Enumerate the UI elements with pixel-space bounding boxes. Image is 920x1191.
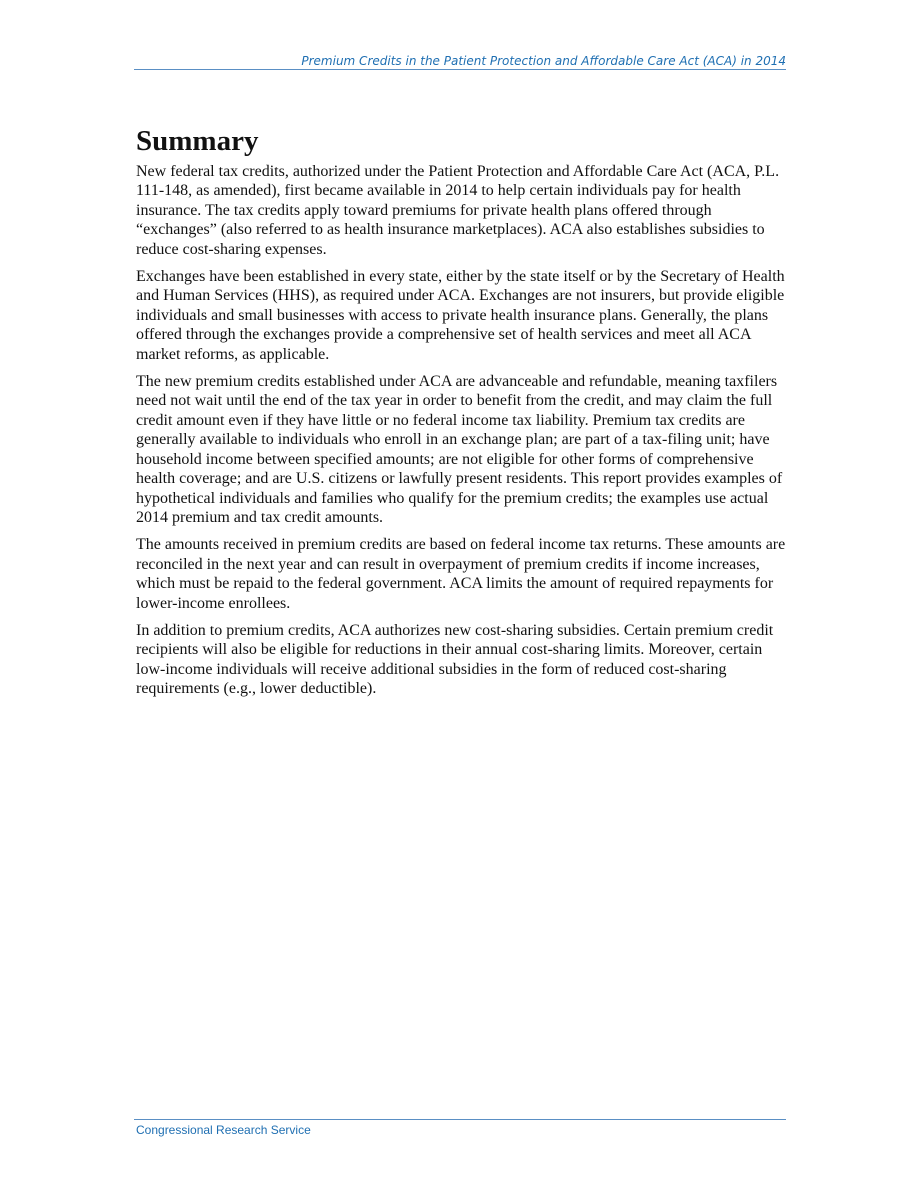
running-header: Premium Credits in the Patient Protection and Affordable Care Act (ACA) in 2014 (301, 54, 786, 68)
page-title: Summary (136, 125, 259, 157)
footer-divider (134, 1119, 786, 1120)
summary-paragraph-5: In addition to premium credits, ACA authorizes new cost-sharing subsidies. Certain premium credit recipients will also be eligible for reductions in their annual cost-sharing limits. Moreover, certain low-income individuals will receive additional subsidies in the form of reduced cost-sharing requirements (e.g., lower deductible). (136, 621, 774, 698)
summary-paragraph-3: The new premium credits established under ACA are advanceable and refundable, meaning taxfilers need not wait until the end of the tax year in order to benefit from the credit, and may claim the full credit amount even if they have little or no federal income tax liability. Premium tax credits are generally available to individuals who enroll in an exchange plan; are part of a tax-filing unit; have household income between specified amounts; are not eligible for other forms of comprehensive health coverage; and are U.S. citizens or lawfully present residents. This report provides examples of hypothetical individuals and families who qualify for the premium credits; the examples use actual 2014 premium and tax credit amounts. (136, 373, 783, 526)
header-divider (134, 69, 786, 70)
summary-paragraph-2: Exchanges have been established in every state, either by the state itself or by the Secretary of Health and Human Services (HHS), as required under ACA. Exchanges are not insurers, but provide eligible individuals and small businesses with access to private health insurance plans. Generally, the plans offered through the exchanges provide a comprehensive set of health services and meet all ACA market reforms, as applicable. (136, 268, 785, 363)
footer-publisher: Congressional Research Service (136, 1123, 311, 1137)
summary-paragraph-1: New federal tax credits, authorized under the Patient Protection and Affordable Care Act (ACA, P.L. 111-148, as amended), first became available in 2014 to help certain individuals pay for health insurance. The tax credits apply toward premiums for private health plans offered through “exchanges” (also referred to as health insurance marketplaces). ACA also establishes subsidies to reduce cost-sharing expenses. (136, 163, 780, 258)
summary-paragraph-4: The amounts received in premium credits are based on federal income tax returns. These amounts are reconciled in the next year and can result in overpayment of premium credits if income increases, which must be repaid to the federal government. ACA limits the amount of required repayments for lower-income enrollees. (136, 536, 786, 612)
summary-section (136, 124, 788, 707)
